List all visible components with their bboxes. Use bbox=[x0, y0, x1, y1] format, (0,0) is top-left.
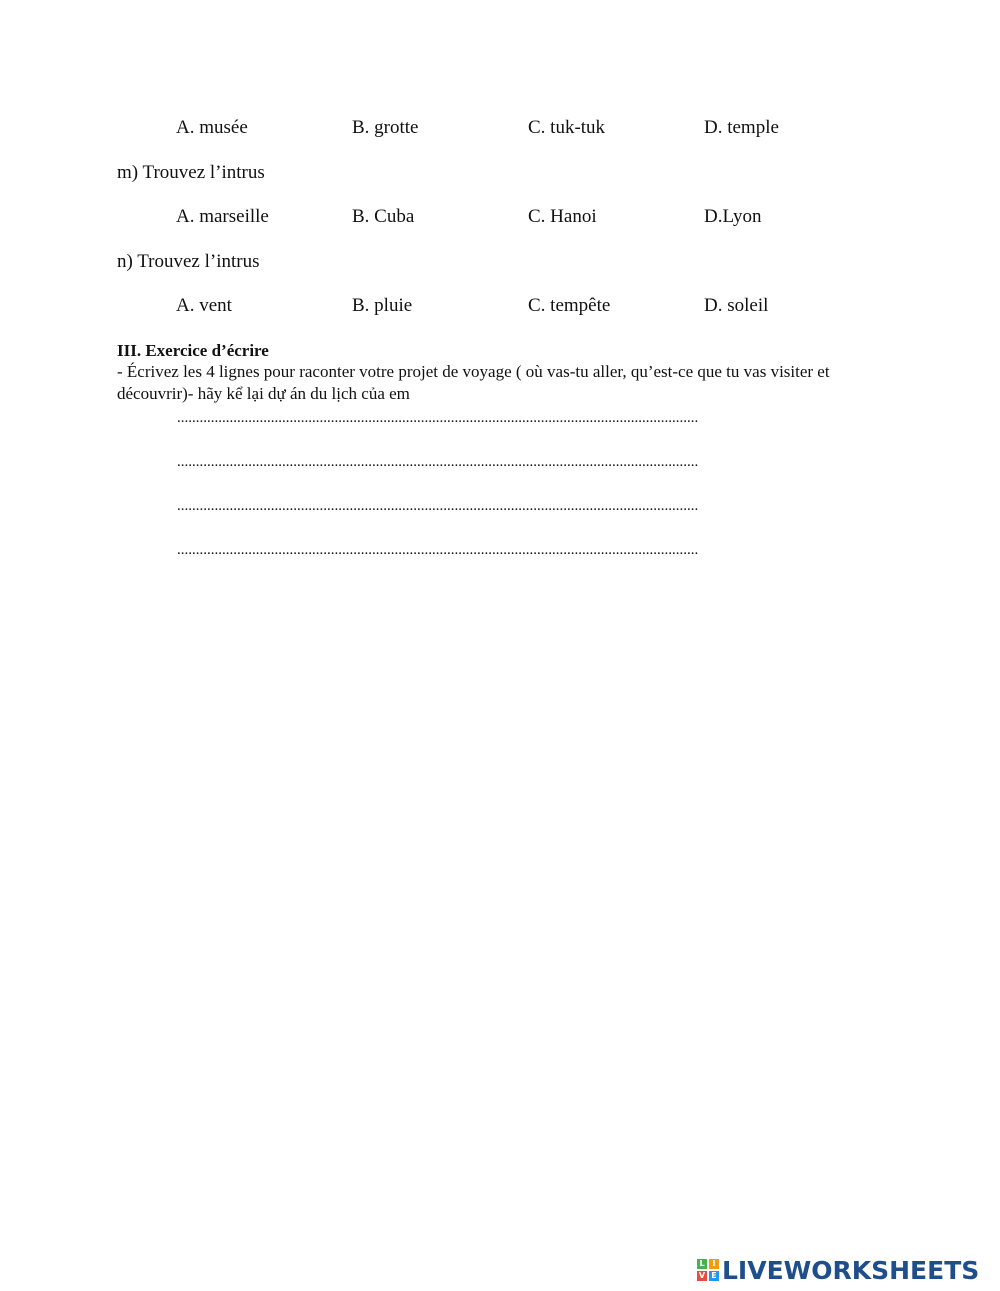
answer-line[interactable]: ........................................................................................................................................... bbox=[177, 542, 699, 558]
logo-mark-letter: V bbox=[698, 1271, 706, 1280]
logo-mark-letter: L bbox=[697, 1259, 707, 1269]
option-b: B. grotte bbox=[352, 117, 419, 138]
option-d: D. soleil bbox=[704, 295, 769, 316]
liveworksheets-logo bbox=[697, 1256, 979, 1284]
option-c: C. tuk-tuk bbox=[528, 117, 606, 138]
question-m: m) Trouvez l’intrus bbox=[117, 162, 265, 183]
options-row bbox=[0, 295, 1000, 321]
logo-mark-letter: E bbox=[709, 1271, 719, 1281]
logo-mark-letter: I bbox=[709, 1259, 719, 1269]
section-title: III. Exercice d’écrire bbox=[117, 341, 269, 360]
option-a: A. musée bbox=[176, 117, 248, 138]
option-d: D.Lyon bbox=[704, 206, 762, 227]
option-a: A. vent bbox=[176, 295, 232, 316]
logo-text: LIVEWORKSHEETS bbox=[722, 1255, 980, 1285]
answer-line[interactable]: ........................................................................................................................................... bbox=[177, 498, 699, 514]
section-instruction: - Écrivez les 4 lignes pour raconter votre projet de voyage ( où vas-tu aller, qu’est-ce que tu vas visiter et découvrir)- hãy kể lại dự án du lịch của em bbox=[117, 362, 830, 403]
options-row bbox=[0, 206, 1000, 232]
options-row bbox=[0, 117, 1000, 143]
option-c: C. tempête bbox=[528, 295, 611, 316]
option-a: A. marseille bbox=[176, 206, 269, 227]
answer-line[interactable]: ........................................................................................................................................... bbox=[177, 454, 699, 470]
liveworksheets-mark-icon bbox=[697, 1259, 719, 1281]
answer-line[interactable]: ........................................................................................................................................... bbox=[177, 410, 699, 426]
option-c: C. Hanoi bbox=[528, 206, 597, 227]
option-d: D. temple bbox=[704, 117, 779, 138]
option-b: B. pluie bbox=[352, 295, 413, 316]
option-b: B. Cuba bbox=[352, 206, 415, 227]
question-n: n) Trouvez l’intrus bbox=[117, 251, 260, 272]
